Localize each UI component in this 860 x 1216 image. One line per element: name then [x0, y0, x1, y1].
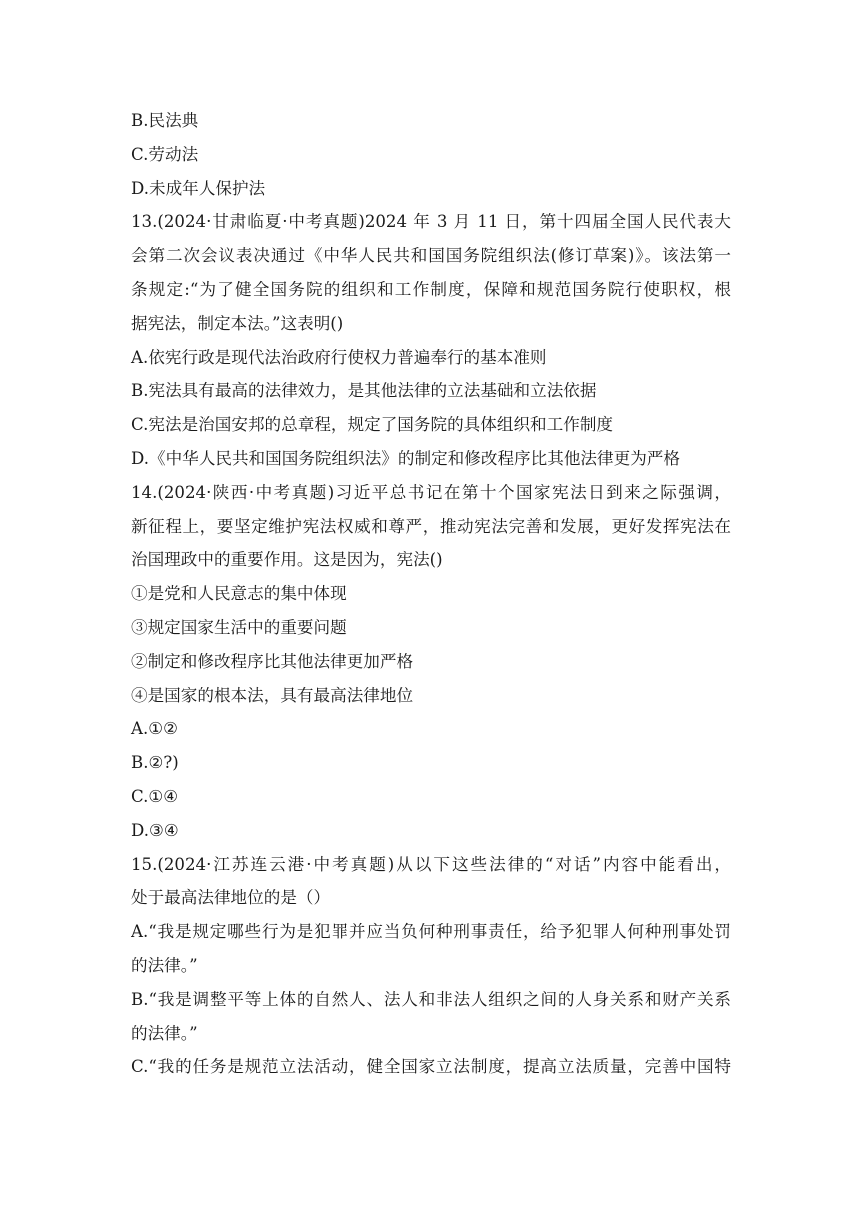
q15-option-a-line: A.“我是规定哪些行为是犯罪并应当负何种刑事责任，给予犯罪人何种刑事处罚 [131, 922, 731, 942]
q15-option-c-line: C.“我的任务是规范立法活动，健全国家立法制度，提高立法质量，完善中国特 [131, 1057, 731, 1077]
q13-option-d: D.《中华人民共和国国务院组织法》的制定和修改程序比其他法律更为严格 [131, 448, 680, 468]
q13-option-a: A.依宪行政是现代法治政府行使权力普遍奉行的基本准则 [131, 347, 547, 367]
q12-option-b: B.民法典 [131, 111, 199, 130]
q15-stem-line: 处于最高法律地位的是（） [131, 888, 331, 908]
q14-option-b: B.②?) [131, 753, 179, 773]
q14-statement: ①是党和人民意志的集中体现 [131, 584, 347, 604]
q14-option-d: D.③④ [131, 820, 179, 840]
q13-option-b: B.宪法具有最高的法律效力，是其他法律的立法基础和立法依据 [131, 381, 597, 401]
q13-stem-line: 条规定:“为了健全国务院的组织和工作制度，保障和规范国务院行使职权，根 [131, 279, 731, 299]
q14-statement: ④是国家的根本法，具有最高法律地位 [131, 685, 414, 705]
q12-option-d: D.未成年人保护法 [131, 178, 266, 198]
q13-option-c: C.宪法是治国安邦的总章程，规定了国务院的具体组织和工作制度 [131, 415, 614, 435]
q14-stem-line: 14.(2024·陕西·中考真题)习近平总书记在第十个国家宪法日到来之际强调， [131, 482, 731, 502]
q13-stem-line: 会第二次会议表决通过《中华人民共和国国务院组织法(修订草案)》。该法第一 [131, 246, 731, 266]
document-page [131, 104, 731, 1084]
q12-option-c: C.劳动法 [131, 144, 199, 164]
q14-stem-line: 新征程上，要坚定维护宪法权威和尊严，推动宪法完善和发展，更好发挥宪法在 [131, 516, 731, 536]
q14-stem-line: 治国理政中的重要作用。这是因为，宪法() [131, 550, 443, 570]
q15-option-a-line: 的法律。” [131, 955, 198, 975]
q15-option-b-line: B.“我是调整平等上体的自然人、法人和非法人组织之间的人身关系和财产关系 [131, 989, 731, 1009]
q15-option-b-line: 的法律。” [131, 1023, 198, 1043]
q13-stem-line: 据宪法，制定本法。”这表明() [131, 313, 344, 333]
q14-option-c: C.①④ [131, 786, 179, 806]
q14-statement: ②制定和修改程序比其他法律更加严格 [131, 651, 414, 671]
q14-statement: ③规定国家生活中的重要问题 [131, 617, 347, 637]
q15-stem-line: 15.(2024·江苏连云港·中考真题)从以下这些法律的“对话”内容中能看出， [131, 854, 731, 874]
q13-stem-line: 13.(2024·甘肃临夏·中考真题)2024 年 3 月 11 日，第十四届全国人民代表大 [131, 212, 731, 232]
q14-option-a: A.①② [131, 719, 179, 739]
